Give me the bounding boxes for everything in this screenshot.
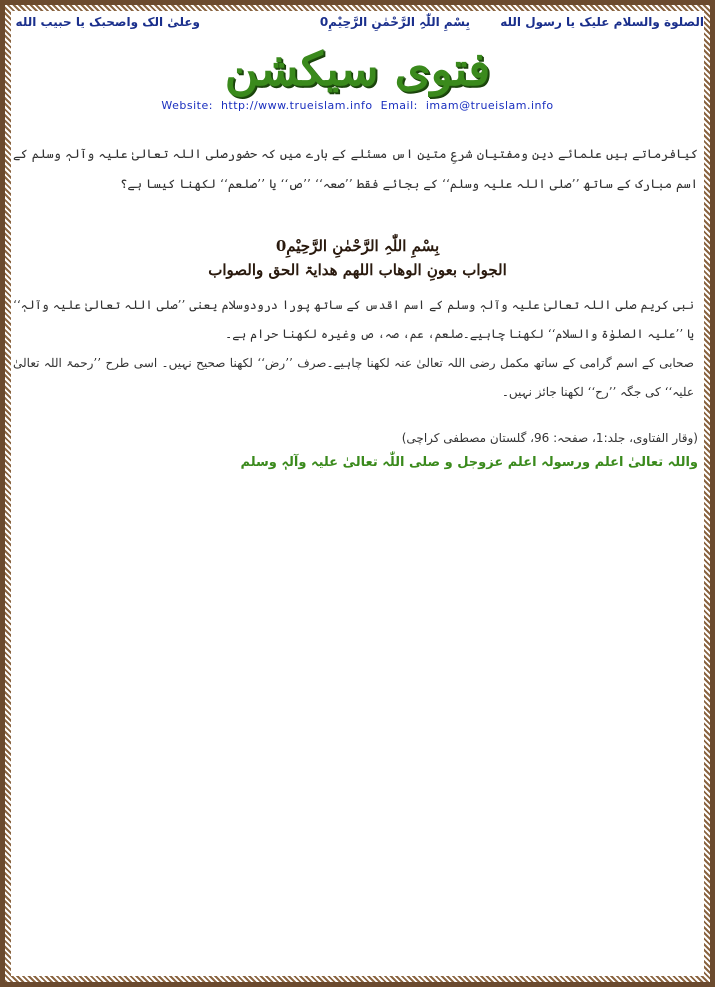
answer-bismillah: بِسْمِ اللّٰہِ الرَّحْمٰنِ الرَّحِیْمِ0: [275, 237, 440, 255]
reference-citation: (وقار الفتاوی، جلد:1، صفحہ: 96، گلستان مصطفی کراچی): [401, 431, 698, 445]
answer-body: [13, 291, 694, 407]
question-text: کیافرماتے ہیں علمائے دین ومفتیانِ شرعِ متین اس مسئلے کے بارے میں کہ حضورصلی اللہ تعالیٰ علیہ وآلہٖ وسلم کے اسم مبارک کے ساتھ ’’صلی اللہ علیہ وسلم‘‘ کے بجائے فقط ’’صعہ‘‘ ’’ص‘‘ یا ’’صلعم‘‘ لکھنا کیسا ہے؟: [13, 146, 698, 191]
website-link[interactable]: http://www.trueislam.info: [220, 99, 373, 112]
page-content: [11, 11, 704, 976]
contact-line: [11, 99, 704, 112]
answer-paragraph-2: صحابی کے اسم گرامی کے ساتھ مکمل رضی اللہ تعالیٰ عنہ لکھنا چاہیے۔صرف ’’رض‘‘ لکھنا صحیح نہیں۔ اسی طرح ’’رحمۃ اللہ تعالیٰ علیہ‘‘ کی جگہ ’’رح‘‘ لکھنا جائز نہیں۔: [13, 356, 694, 399]
website-label: Website:: [161, 99, 213, 112]
header-bismillah: بِسْمِ اللّٰہِ الرَّحْمٰنِ الرَّحِیْمِ0: [319, 15, 470, 29]
header-salutation-2: وعلیٰ الک واصحبک یا حبیب الله: [15, 15, 200, 29]
closing-line: واللہ تعالیٰ اعلم ورسولہ اعلم عزوجل و صلی اللّٰہ تعالیٰ علیہ وآلہٖ وسلم: [240, 455, 698, 470]
answer-heading: الجواب بعونِ الوھاب اللھم ھدایۃ الحق والصواب: [208, 261, 507, 279]
header-salutation: الصلوة والسلام علیک یا رسول الله: [500, 15, 704, 29]
answer-paragraph-1: نبی کریم صلی اللہ تعالیٰ علیہ وآلہٖ وسلم کے اسم اقدس کے ساتھ پورا درودوسلام یعنی ’’صلی اللہ تعالیٰ علیہ وآلہٖ‘‘ یا ’’علیہ الصلوٰۃ والسلام‘‘ لکھنا چاہیے۔صلعم، عم، صہ، ص وغیرہ لکھنا حرام ہے۔: [13, 298, 694, 341]
email-link[interactable]: imam@trueislam.info: [425, 99, 554, 112]
page-title: فتوی سیکشن: [224, 42, 491, 96]
email-label: Email:: [380, 99, 418, 112]
header-bar: [11, 15, 704, 37]
